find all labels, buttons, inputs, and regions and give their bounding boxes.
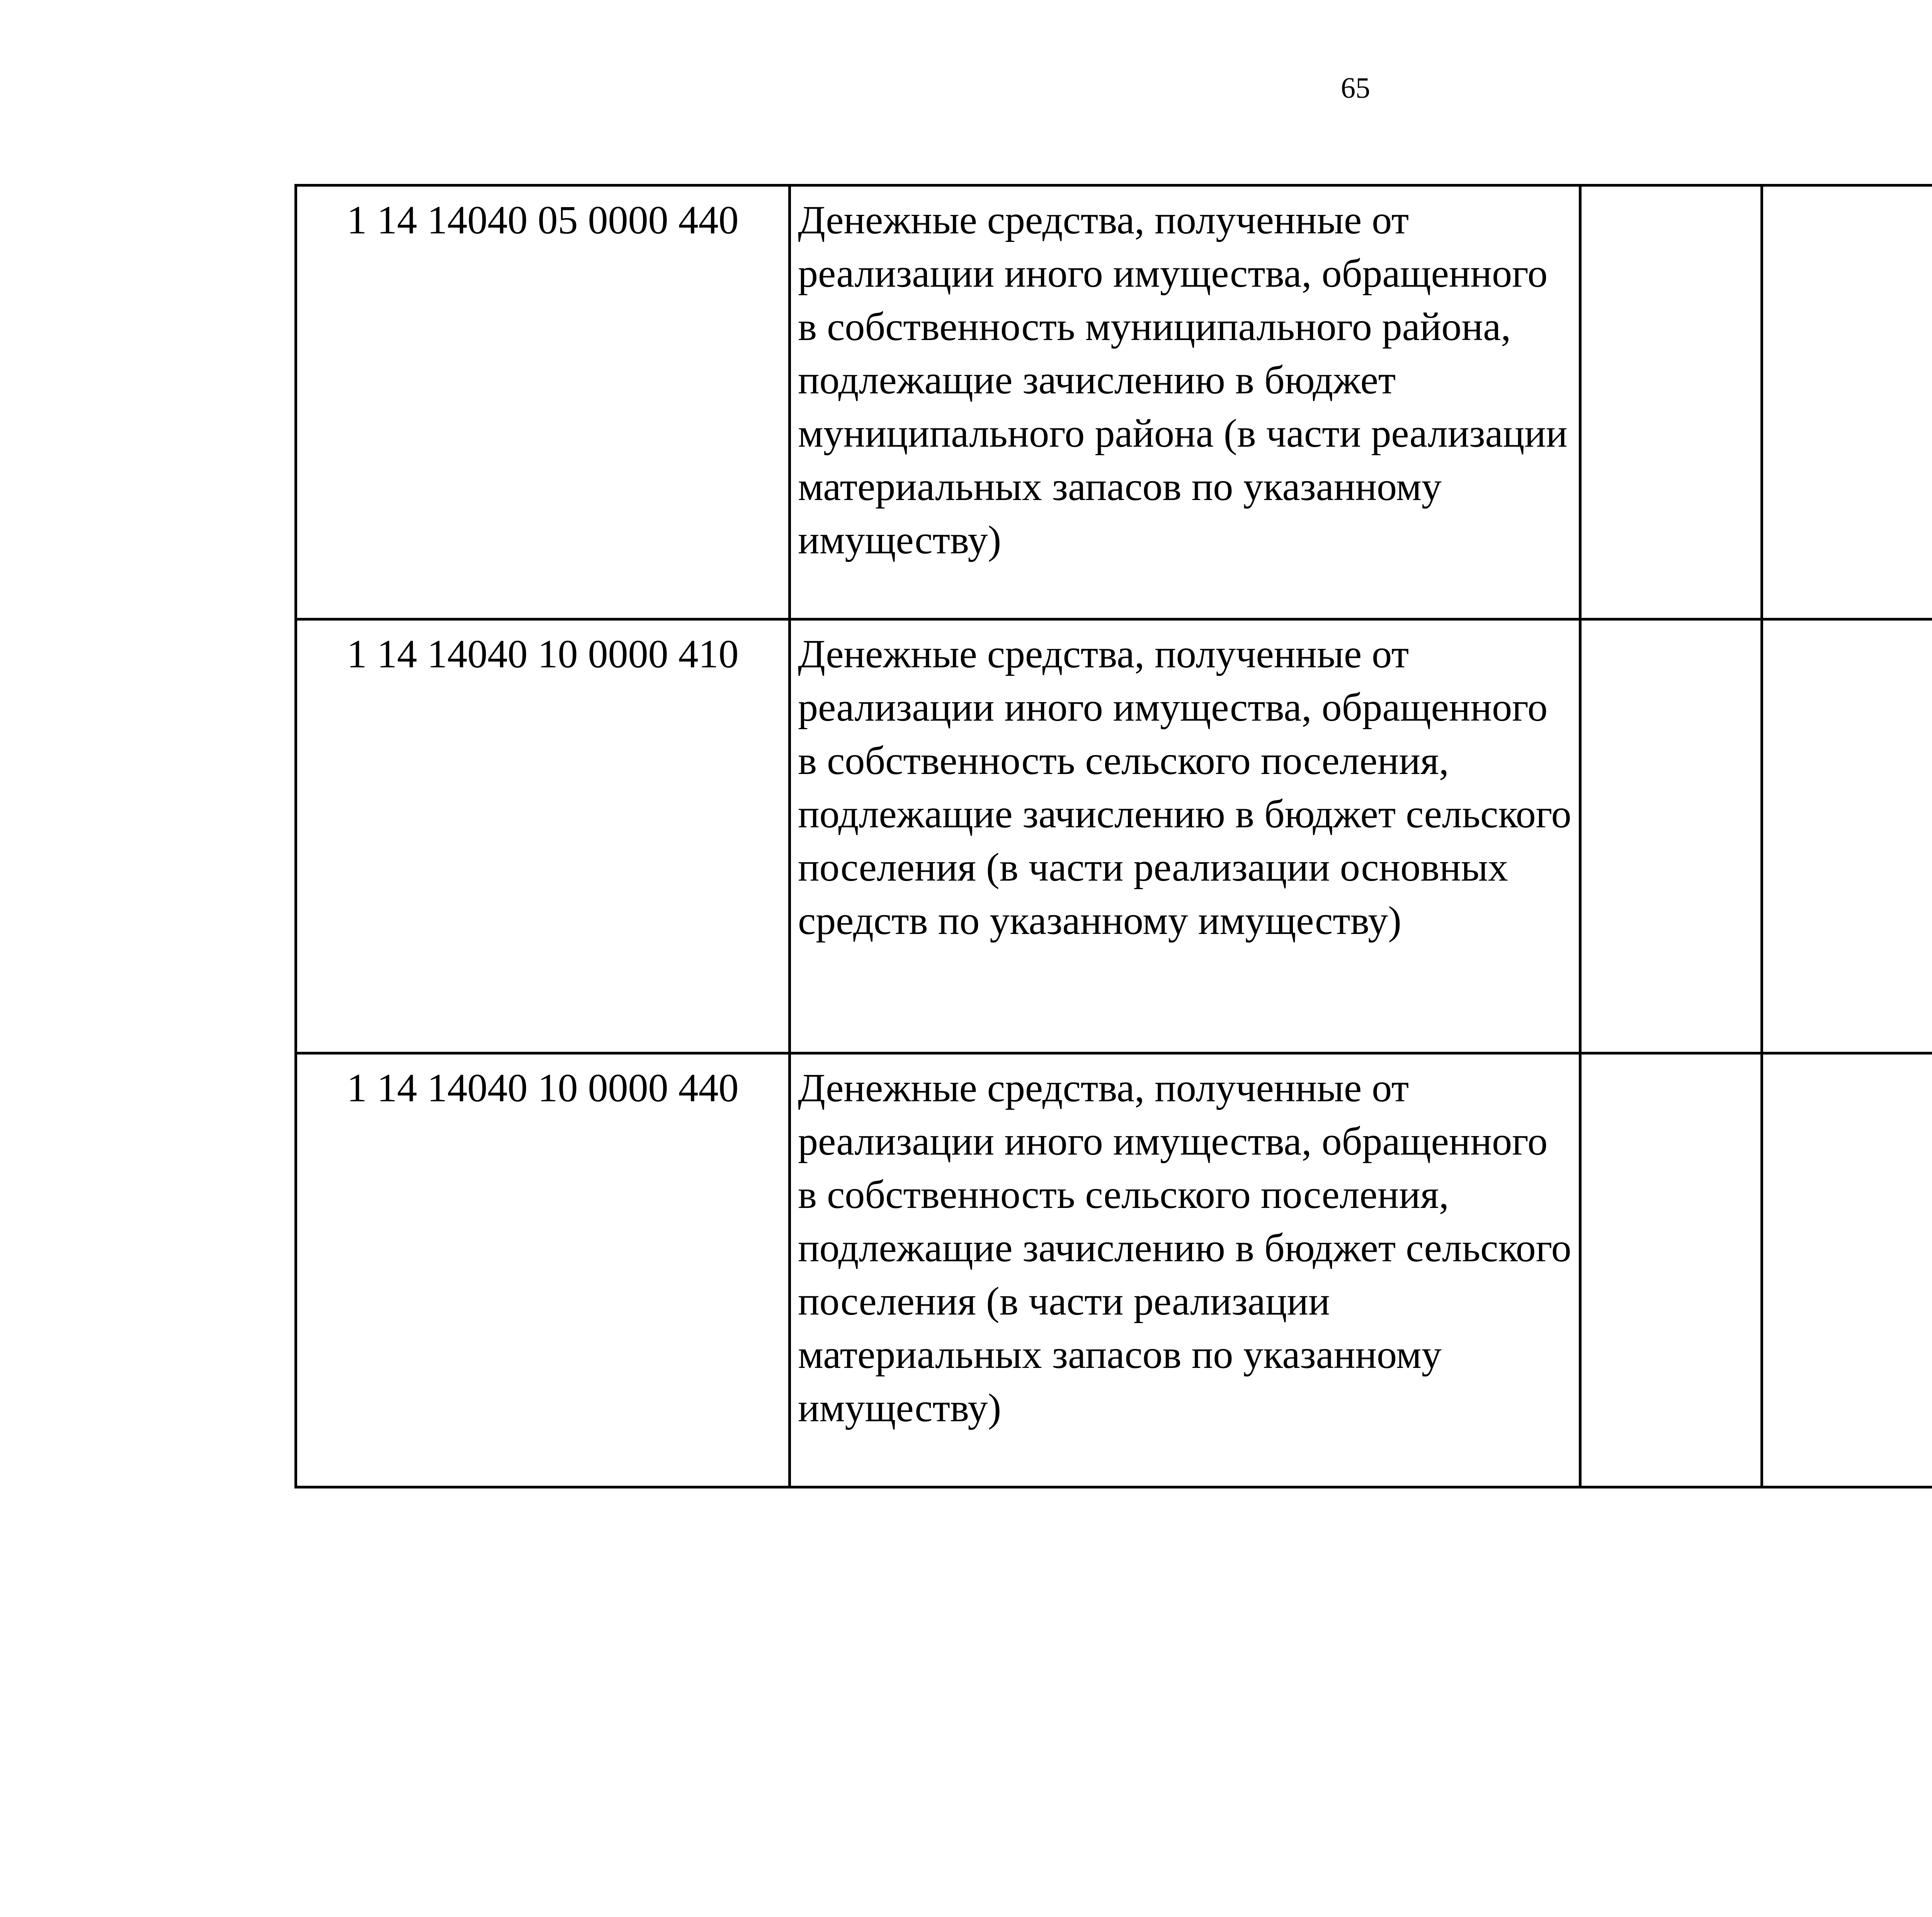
value-cell (1762, 619, 1932, 1053)
budget-code-cell: 1 14 14040 05 0000 440 (296, 185, 790, 619)
table-row (296, 1053, 1932, 1487)
budget-code-cell: 1 14 14040 10 0000 440 (296, 1053, 790, 1487)
page-number: 65 (1341, 72, 1370, 104)
value-cell (1580, 619, 1762, 1053)
value-cell (1580, 185, 1762, 619)
description-cell: Денежные средства, полученные от реализации иного имущества, обращенного в собственность сельского поселения, подлежащие зачислению в бюджет сельского поселения (в части реализации материальных запасов по указанному имуществу) (790, 1053, 1580, 1487)
value-cell (1580, 1053, 1762, 1487)
value-cell (1762, 1053, 1932, 1487)
budget-code-cell: 1 14 14040 10 0000 410 (296, 619, 790, 1053)
table-row (296, 619, 1932, 1053)
description-cell: Денежные средства, полученные от реализации иного имущества, обращенного в собственность сельского поселения, подлежащие зачислению в бюджет сельского поселения (в части реализации основных средств по указанному имуществу) (790, 619, 1580, 1053)
table-row (296, 185, 1932, 619)
budget-classification-table (294, 184, 1932, 1488)
description-cell: Денежные средства, полученные от реализации иного имущества, обращенного в собственность муниципального района, подлежащие зачислению в бюджет муниципального района (в части реализации материальных запасов по указанному имуществу) (790, 185, 1580, 619)
value-cell (1762, 185, 1932, 619)
